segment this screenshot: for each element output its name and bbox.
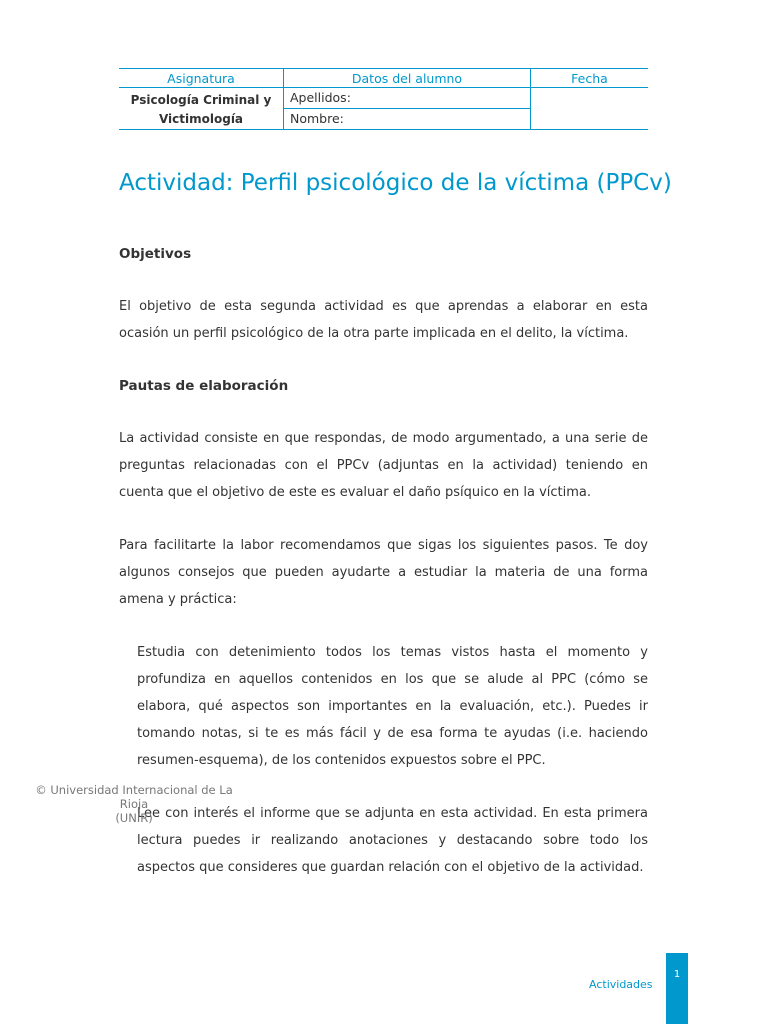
copyright-line-2: (UNIR) — [115, 811, 153, 825]
col-date-header: Fecha — [531, 69, 649, 88]
data-row-1 — [119, 88, 648, 109]
list-item — [119, 639, 648, 774]
guidelines-heading: Pautas de elaboración — [119, 378, 289, 394]
surname-field[interactable]: Apellidos: — [284, 88, 531, 109]
subject-line-2: Victimología — [158, 112, 244, 126]
date-field[interactable] — [531, 88, 649, 130]
header-table — [119, 68, 648, 130]
page-title: Actividad: Perfil psicológico de la víctima (PPCv) — [119, 170, 672, 196]
bullet-text-2: Lee con interés el informe que se adjunta en esta actividad. En esta primera lectura puedes ir realizando anotaciones y destacando sobre todo los aspectos que consideres que guardan relación con el objetivo de la actividad. — [137, 806, 648, 875]
page-number-tab — [666, 953, 688, 1024]
subject-cell — [119, 88, 284, 130]
subject-line-1: Psicología Criminal y — [130, 93, 272, 107]
name-field[interactable]: Nombre: — [284, 109, 531, 130]
copyright-notice — [23, 783, 245, 825]
copyright-line-1: © Universidad Internacional de La Rioja — [35, 783, 233, 811]
objectives-paragraph: El objetivo de esta segunda actividad es que aprendas a elaborar en esta ocasión un perfil psicológico de la otra parte implicada en el delito, la víctima. — [119, 299, 648, 341]
page-number: 1 — [673, 969, 681, 980]
bullet-text-1: Estudia con detenimiento todos los temas vistos hasta el momento y profundiza en aquellos contenidos en los que se alude al PPC (cómo se elabora, qué aspectos son importantes en la evaluación, etc.). Puedes ir tomando notas, si te es más fácil y de esa forma te ayudas (i.e. haciendo resumen-esquema), de los contenidos expuestos sobre el PPC. — [137, 645, 648, 768]
objectives-heading: Objetivos — [119, 246, 192, 262]
header-row — [119, 69, 648, 88]
footer-section-label: Actividades — [589, 978, 653, 991]
guidelines-paragraph-2: Para facilitarte la labor recomendamos que sigas los siguientes pasos. Te doy algunos consejos que pueden ayudarte a estudiar la materia de una forma amena y práctica: — [119, 538, 648, 607]
col-subject-header: Asignatura — [119, 69, 284, 88]
col-student-header: Datos del alumno — [284, 69, 531, 88]
guidelines-paragraph-1: La actividad consiste en que respondas, de modo argumentado, a una serie de preguntas relacionadas con el PPCv (adjuntas en la actividad) teniendo en cuenta que el objetivo de este es evaluar el daño psíquico en la víctima. — [119, 431, 648, 500]
